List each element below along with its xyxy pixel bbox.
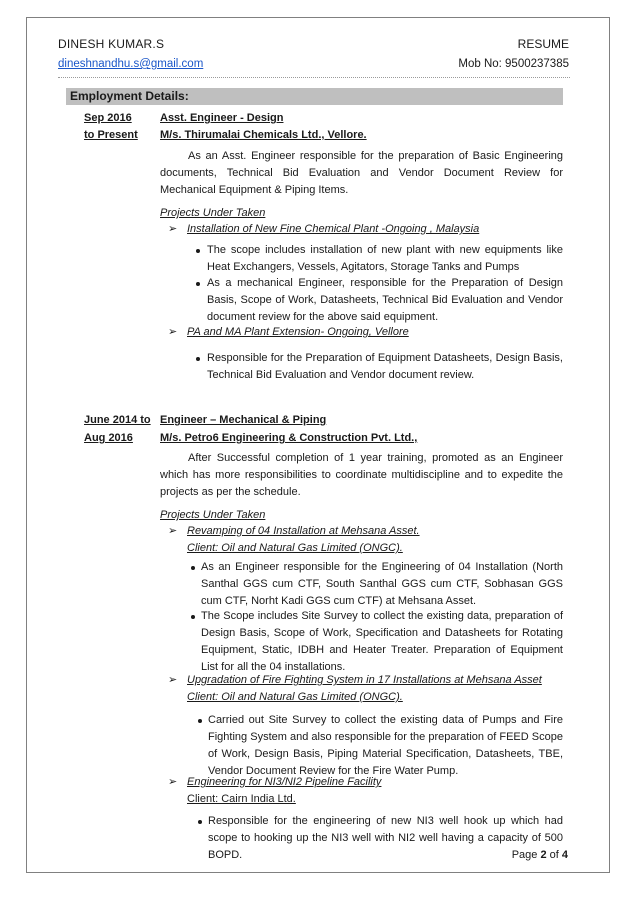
job2-p1-bullet1: As an Engineer responsible for the Engineering of 04 Installation (North Santhal GGS cum CTF, South Santhal GGS cum CTF, Sobhasan GGS cum CTF, Norht Kadi GGS cum CTF) at Mehsana Asset. [201, 561, 563, 607]
bullet-dot-icon [198, 820, 202, 824]
job2-summary: After Successful completion of 1 year training, promoted as an Engineer which has more responsibilities to coordinate multidiscipline and to expedite the projects as per the schedule. [160, 452, 563, 498]
job1-company: M/s. Thirumalai Chemicals Ltd., Vellore. [160, 129, 367, 141]
footer-total-pages: 4 [561, 849, 568, 861]
job2-title: Engineer – Mechanical & Piping [160, 414, 327, 426]
bullet-dot-icon [198, 719, 202, 723]
header-doc-type: RESUME [517, 37, 569, 51]
arrow-bullet-icon: ➢ [168, 223, 178, 235]
job1-summary: As an Asst. Engineer responsible for the preparation of Basic Engineering documents, Technical Bid Evaluation and Vendor Document Review for Mechanical Equipment & Piping Items. [160, 150, 563, 196]
job1-date-to: to Present [84, 129, 138, 141]
job2-p1-bullet2: The Scope includes Site Survey to collect the existing data, preparation of Design Basis, Scope of Work, Specification and Datasheets for Rotating Equipment, Static, IDBH and Heater Treater. Preparation of Equipment List for all the 04 installations. [201, 610, 563, 673]
job2-company: M/s. Petro6 Engineering & Construction Pvt. Ltd., [160, 432, 418, 444]
arrow-bullet-icon: ➢ [168, 326, 178, 338]
job2-date-to: Aug 2016 [84, 432, 133, 444]
header-name: DINESH KUMAR.S [58, 37, 165, 51]
bullet-dot-icon [191, 566, 195, 570]
job1-p1-bullet1: The scope includes installation of new plant with new equipments like Heat Exchangers, Vessels, Agitators, Storage Tanks and Pumps [207, 244, 563, 273]
bullet-dot-icon [196, 282, 200, 286]
job2-date-from: June 2014 to [84, 414, 151, 426]
footer-page-num: 2 [540, 849, 547, 861]
bullet-dot-icon [196, 249, 200, 253]
job1-p1-bullet2: As a mechanical Engineer, responsible for the Preparation of Design Basis, Scope of Work, Datasheets, Technical Bid Evaluation and Vendor document review for the above said equipment. [207, 277, 563, 323]
bullet-dot-icon [196, 357, 200, 361]
job2-project3-name: Engineering for NI3/NI2 Pipeline Facility [187, 776, 382, 788]
job2-projects-label: Projects Under Taken [160, 509, 266, 521]
job1-project1-name: Installation of New Fine Chemical Plant -Ongoing , Malaysia [187, 223, 480, 235]
header-divider [58, 77, 570, 78]
arrow-bullet-icon: ➢ [168, 525, 178, 537]
arrow-bullet-icon: ➢ [168, 674, 178, 686]
page-footer [512, 849, 568, 861]
bullet-dot-icon [191, 615, 195, 619]
job2-project1-client: Client: Oil and Natural Gas Limited (ONGC). [187, 542, 403, 554]
job2-p2-bullet1: Carried out Site Survey to collect the existing data of Pumps and Fire Fighting System and also responsible for the preparation of FEED Scope of Work, Design Basis, Piping Material Specification, Datasheets, TBE, Vendor Document Review for the Fire Water Pump. [208, 714, 563, 777]
job1-projects-label: Projects Under Taken [160, 207, 266, 219]
job2-project2-client: Client: Oil and Natural Gas Limited (ONGC). [187, 691, 403, 703]
footer-of-word: of [546, 849, 562, 861]
job2-project3-client: Client: Cairn India Ltd. [187, 793, 296, 805]
mobile-number: Mob No: 9500237385 [458, 58, 569, 70]
job1-project2-name: PA and MA Plant Extension- Ongoing, Vellore [187, 326, 409, 338]
footer-page-word: Page [511, 849, 541, 861]
email-link[interactable]: dineshnandhu.s@gmail.com [58, 58, 204, 70]
job2-project2-name: Upgradation of Fire Fighting System in 17 Installations at Mehsana Asset [187, 674, 542, 686]
job2-project1-name: Revamping of 04 Installation at Mehsana Asset. [187, 525, 420, 537]
job1-date-from: Sep 2016 [84, 112, 132, 124]
job1-p2-bullet1: Responsible for the Preparation of Equipment Datasheets, Design Basis, Technical Bid Evaluation and Vendor document review. [207, 352, 563, 381]
arrow-bullet-icon: ➢ [168, 776, 178, 788]
section-title: Employment Details: [66, 88, 563, 105]
job1-title: Asst. Engineer - Design [160, 112, 284, 124]
job2-p3-bullet1: Responsible for the engineering of new NI3 well hook up which had scope to hooking up the NI3 well with NI2 well having a capacity of 500 BOPD. [208, 815, 563, 861]
